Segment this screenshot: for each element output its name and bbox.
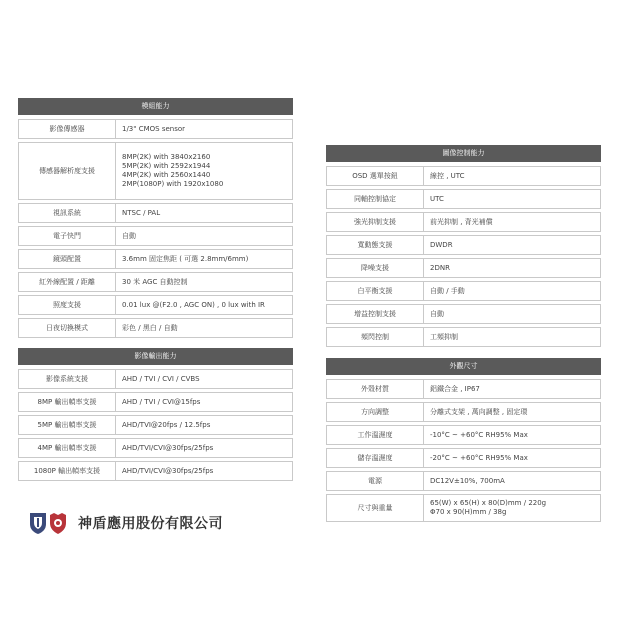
spec-row [326,212,601,232]
spec-value: NTSC / PAL [122,208,161,217]
spec-label: 影像傳感器 [19,120,116,138]
spec-row [326,494,601,522]
spec-row [326,327,601,347]
spec-label: 1080P 輸出幀率支援 [19,462,116,480]
spec-label: 視訊系統 [19,204,116,222]
spec-row [18,392,293,412]
image-control-header: 圖像控制能力 [326,145,601,162]
company-name: 神盾應用股份有限公司 [78,516,223,532]
video-output-header: 影像輸出能力 [18,348,293,365]
spec-row [18,438,293,458]
spec-value: DC12V±10%, 700mA [430,476,505,485]
module-capability-panel [18,98,293,338]
spec-value: DWDR [430,240,453,249]
spec-row [326,402,601,422]
spec-value: AHD / TVI / CVI / CVBS [122,374,200,383]
spec-value: 自動 / 手動 [430,286,465,295]
spec-label: 強光抑制支援 [327,213,424,231]
spec-value: AHD/TVI@20fps / 12.5fps [122,420,211,429]
spec-value: 1/3" CMOS sensor [122,124,186,133]
spec-label: 傳感器解析度支援 [19,143,116,199]
spec-row [18,203,293,223]
spec-value: 彩色 / 黑白 / 自動 [122,323,178,332]
spec-row [18,226,293,246]
spec-row [18,295,293,315]
spec-label: 頻閃控制 [327,328,424,346]
spec-label: 鏡頭配置 [19,250,116,268]
spec-label: 電源 [327,472,424,490]
spec-value: 2DNR [430,263,450,272]
spec-label: 尺寸與重量 [327,495,424,521]
video-output-panel [18,348,293,481]
spec-value: 鋁鐵合金 , IP67 [430,384,480,393]
spec-row [18,119,293,139]
spec-row [326,448,601,468]
spec-row [18,249,293,269]
spec-value: 3.6mm 固定焦距 ( 可選 2.8mm/6mm) [122,254,249,263]
spec-row [18,272,293,292]
spec-row [326,304,601,324]
image-control-panel [326,145,601,347]
spec-value: AHD/TVI/CVI@30fps/25fps [122,443,214,452]
spec-value: 自動 [122,231,136,240]
spec-label: 降噪支援 [327,259,424,277]
spec-row [326,379,601,399]
spec-row [326,189,601,209]
spec-value: 自動 [430,309,444,318]
spec-value: 65(W) x 65(H) x 80(D)mm / 220g Φ70 x 90(H)mm / 38g [430,499,547,516]
spec-row [326,471,601,491]
spec-label: 白平衡支援 [327,282,424,300]
spec-label: 電子快門 [19,227,116,245]
spec-value: 30 米 AGC 自動控制 [122,277,188,286]
module-capability-header: 模組能力 [18,98,293,115]
spec-value: 工頻抑制 [430,332,458,341]
spec-label: 4MP 輸出幀率支援 [19,439,116,457]
spec-row [326,281,601,301]
spec-row [18,461,293,481]
spec-label: 外殼材質 [327,380,424,398]
spec-label: 同軸控制協定 [327,190,424,208]
spec-value: AHD / TVI / CVI@15fps [122,397,201,406]
spec-value: 0.01 lux @(F2.0 , AGC ON) , 0 lux with IR [122,300,265,309]
spec-value: 8MP(2K) with 3840x2160 5MP(2K) with 2592x1944 4MP(2K) with 2560x1440 2MP(1080P) with 1920x1080 [122,153,224,188]
spec-value: UTC [430,194,444,203]
spec-row [326,235,601,255]
spec-label: 紅外線配置 / 距離 [19,273,116,291]
spec-label: 5MP 輸出幀率支援 [19,416,116,434]
spec-value: 線控 , UTC [430,171,465,180]
spec-value: AHD/TVI/CVI@30fps/25fps [122,466,214,475]
spec-row [326,166,601,186]
spec-label: 寬動態支援 [327,236,424,254]
spec-label: 8MP 輸出幀率支援 [19,393,116,411]
spec-row [326,258,601,278]
spec-row [326,425,601,445]
spec-label: 儲存溫濕度 [327,449,424,467]
spec-label: 日夜切換模式 [19,319,116,337]
spec-value: -20°C ~ +60°C RH95% Max [430,453,528,462]
dimensions-panel [326,358,601,522]
spec-label: OSD 選單按鈕 [327,167,424,185]
dimensions-header: 外觀尺寸 [326,358,601,375]
spec-row [18,318,293,338]
spec-row [18,369,293,389]
spec-label: 照度支援 [19,296,116,314]
spec-label: 工作溫濕度 [327,426,424,444]
spec-value: 前光抑制 , 背光補償 [430,217,493,226]
spec-value: 分離式支架 , 萬向調整 , 固定環 [430,407,528,416]
spec-label: 影像系統支援 [19,370,116,388]
spec-label: 方向調整 [327,403,424,421]
spec-label: 增益控制支援 [327,305,424,323]
company-logo [28,511,223,535]
shield-logo-icon [28,511,70,535]
spec-value: -10°C ~ +60°C RH95% Max [430,430,528,439]
spec-row [18,142,293,200]
spec-row [18,415,293,435]
